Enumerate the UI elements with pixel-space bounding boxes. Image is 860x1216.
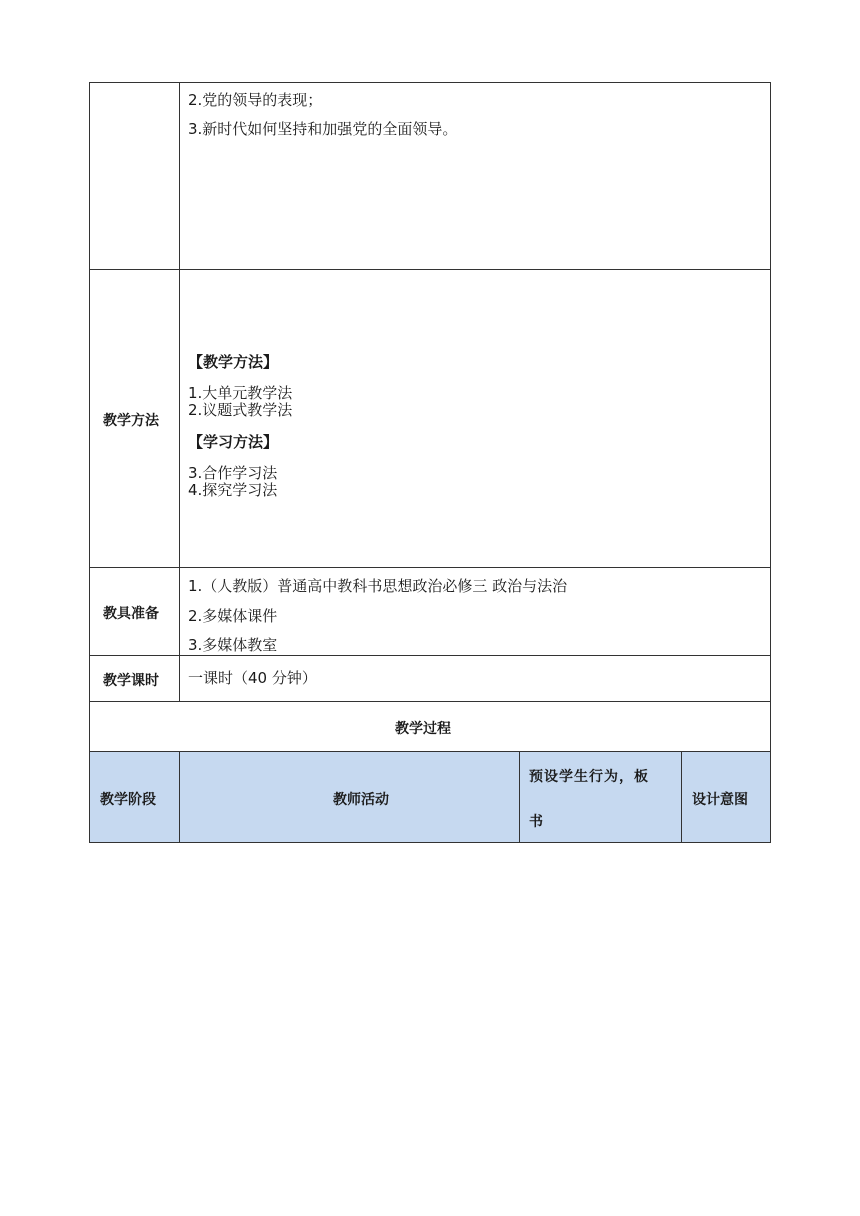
hours-value: 一课时（40 分钟） xyxy=(188,669,317,687)
learning-method-item: 3.合作学习法 xyxy=(188,464,278,482)
table-border-bottom xyxy=(89,842,771,843)
content-item: 3.新时代如何坚持和加强党的全面领导。 xyxy=(188,120,458,138)
teaching-method-item: 2.议题式教学法 xyxy=(188,401,293,419)
teaching-method-item: 1.大单元教学法 xyxy=(188,384,293,402)
tools-item: 1.（人教版）普通高中教科书思想政治必修三 政治与法治 xyxy=(188,577,568,595)
row-divider xyxy=(89,655,771,656)
row-divider xyxy=(89,701,771,702)
learning-methods-heading: 【学习方法】 xyxy=(188,433,279,451)
column-header-teacher-activity: 教师活动 xyxy=(333,792,389,808)
column-header-stage: 教学阶段 xyxy=(100,792,156,808)
table-border-top xyxy=(89,82,771,83)
table-border-left xyxy=(89,82,90,843)
row-divider xyxy=(89,751,771,752)
tools-label: 教具准备 xyxy=(103,606,159,622)
column-header-design-intent: 设计意图 xyxy=(692,792,748,808)
header-column-divider xyxy=(179,751,180,843)
tools-item: 3.多媒体教室 xyxy=(188,636,278,654)
column-header-student-behavior-line2: 书 xyxy=(529,814,543,830)
row-divider xyxy=(89,567,771,568)
hours-label: 教学课时 xyxy=(103,673,159,689)
tools-item: 2.多媒体课件 xyxy=(188,607,278,625)
column-header-student-behavior: 预设学生行为，板 xyxy=(529,769,649,785)
table-border-right xyxy=(770,82,771,843)
header-column-divider xyxy=(519,751,520,843)
process-title: 教学过程 xyxy=(395,721,451,737)
process-header-background xyxy=(90,752,770,842)
learning-method-item: 4.探究学习法 xyxy=(188,481,278,499)
methods-label: 教学方法 xyxy=(103,413,159,429)
content-item: 2.党的领导的表现； xyxy=(188,91,323,109)
header-column-divider xyxy=(681,751,682,843)
teaching-methods-heading: 【教学方法】 xyxy=(188,353,279,371)
row-divider xyxy=(89,269,771,270)
label-column-divider xyxy=(179,82,180,702)
